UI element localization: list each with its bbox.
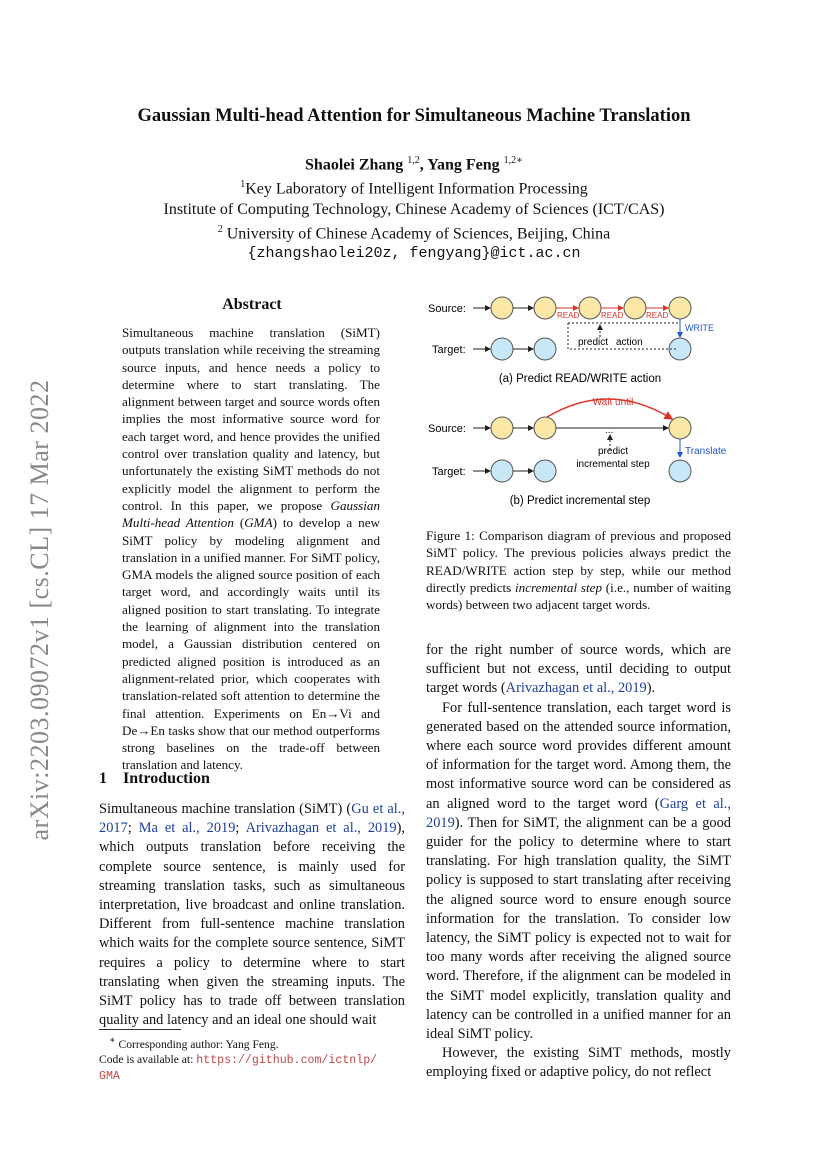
source-node: [534, 297, 556, 319]
read-label: READ: [646, 311, 669, 320]
source-node: [491, 417, 513, 439]
para-text: for the right number of source words, which are sufficient but not excess, until deciding to output target words (: [426, 642, 731, 697]
section-title: Introduction: [123, 770, 210, 787]
footnote-code: [99, 1052, 409, 1084]
affiliation-1: [0, 175, 828, 199]
figure-1-caption: [426, 527, 731, 613]
target-node: [669, 338, 691, 360]
write-label: WRITE: [685, 323, 714, 333]
action-label: action: [616, 337, 643, 348]
source-node: [491, 297, 513, 319]
footnote: [99, 1033, 409, 1084]
author-2-affil: 1,2∗: [503, 155, 523, 166]
arxiv-stamp: [20, 360, 60, 860]
caption-part-1: Figure 1: Comparison diagram of previous and proposed SiMT policy. The previous policies always predict the READ/WRITE action step by step, while our method directly predicts: [426, 528, 731, 595]
predict-label: predict: [578, 337, 609, 348]
abstract-paren: (: [233, 515, 245, 531]
citation-link[interactable]: Gu et al., 2017: [99, 801, 405, 837]
read-label: READ: [557, 311, 580, 320]
ellipsis: ...: [605, 425, 614, 436]
panel-a-source-label: Source:: [428, 303, 466, 315]
panel-b-target-label: Target:: [432, 466, 466, 478]
footnote-note: Corresponding author: Yang Feng.: [115, 1037, 279, 1051]
target-node: [491, 338, 513, 360]
caption-part-2: (i.e., number of waiting words) between two adjacent target words.: [426, 579, 732, 613]
author-1: Shaolei Zhang: [305, 156, 404, 174]
citation-link[interactable]: Garg et al., 2019: [426, 795, 732, 831]
citation-link[interactable]: Ma et al., 2019: [138, 820, 236, 837]
source-node: [669, 297, 691, 319]
abstract-part-2: ) to develop a new SiMT policy by modeling alignment and translation in a unified manner. For SiMT policy, GMA models the aligned source position of each target word, and accordingly waits until its aligned position to start translating. To integrate the learning of alignment into the translation model, a Gaussian distribution centered on predicted aligned position is introduced as an alignment-related prior, which cooperates with translation-related soft attention to determine the final attention. Experiments on En→Vi and De→En tasks show that our method outperforms strong baselines on the trade-off between translation and latency.: [122, 515, 380, 773]
author-emails: {zhangshaolei20z, fengyang}@ict.ac.cn: [247, 244, 581, 262]
source-node: [534, 417, 556, 439]
panel-a-target-label: Target:: [432, 344, 466, 356]
author-block: [0, 151, 828, 264]
author-2: Yang Feng: [427, 156, 500, 174]
affil-1-text: Key Laboratory of Intelligent Information Processing: [245, 180, 588, 198]
arxiv-id: arXiv:2203.09072v1 [cs.CL] 17 Mar 2022: [25, 379, 54, 841]
affil-2-text: University of Chinese Academy of Sciences, Beijing, China: [222, 224, 611, 242]
code-url[interactable]: https://github.com/ictnlp/: [196, 1053, 378, 1067]
figure-1: [420, 285, 740, 515]
para-text: ).: [646, 680, 656, 697]
translate-label: Translate: [685, 446, 727, 457]
panel-a: [428, 297, 714, 385]
wait-until-label: Wait until: [592, 397, 634, 408]
right-column-text: [426, 641, 731, 1083]
target-node: [534, 460, 556, 482]
panel-b-caption: (b) Predict incremental step: [509, 495, 651, 507]
target-node: [491, 460, 513, 482]
author-1-affil: 1,2: [407, 155, 420, 166]
abstract-text: [122, 324, 380, 774]
panel-a-caption: (a) Predict READ/WRITE action: [498, 373, 662, 385]
cite-sep: ;: [235, 820, 246, 837]
read-label: READ: [601, 311, 624, 320]
abstract-heading: Abstract: [222, 296, 282, 313]
section-number: 1: [99, 770, 107, 787]
source-node: [579, 297, 601, 319]
target-node: [534, 338, 556, 360]
cite-sep: ;: [127, 820, 139, 837]
citation-link[interactable]: Arivazhagan et al., 2019: [245, 820, 397, 837]
panel-b-source-label: Source:: [428, 423, 466, 435]
source-node: [624, 297, 646, 319]
author-sep: ,: [419, 156, 428, 174]
para-text: For full-sentence translation, each target word is generated based on the attended source information, where each source word provides different amount of information for the target word. Among them, the most informative source word can be considered as an aligned word to the target word (: [426, 699, 731, 812]
paragraph: [426, 641, 731, 699]
source-node: [669, 417, 691, 439]
citation-link[interactable]: Arivazhagan et al., 2019: [505, 680, 647, 697]
predict-label: predict: [597, 446, 629, 457]
paragraph: [426, 699, 731, 1045]
abstract-part-1: Simultaneous machine translation (SiMT) outputs translation while receiving the streaming source inputs, and hence needs a policy to determine where to start translating. The alignment between target and source words often implies the most informative source word for each target word, and hence provides the unified control over translation quality and latency, but unfortunately the existing SiMT methods do not explicitly model the alignment to perform the control. In this paper, we propose: [122, 325, 380, 513]
intro-part-1: Simultaneous machine translation (SiMT) (: [99, 801, 352, 817]
footnote-rule: [99, 1029, 181, 1030]
footnote-star: ∗: [109, 1035, 116, 1046]
para-text: ). Then for SiMT, the alignment can be a good guider for the policy to determine where to start translating. For high translation quality, the SiMT policy is supposed to start translating after receiving the aligned source word to ensure enough source information for the translation. To consider low latency, the SiMT policy is expected not to wait for too many words after receiving the aligned source word. Therefore, if the alignment can be modeled in the SiMT model explicitly, translation quality and latency can be controlled in a unified manner for an ideal SiMT policy.: [426, 814, 731, 1043]
code-label: Code is available at:: [99, 1052, 197, 1066]
incremental-step-label: incremental step: [576, 459, 650, 470]
target-node: [669, 460, 691, 482]
caption-italic: incremental step: [515, 579, 602, 595]
section-1-heading: [99, 770, 210, 788]
code-url-cont[interactable]: GMA: [99, 1069, 120, 1083]
abstract-gma-full: Gaussian Multi-head Attention: [122, 497, 380, 531]
intro-part-2: ), which outputs translation before receiving the complete source sentence, is mainly used for streaming translation tasks, such as simultaneous interpretation, live broadcast and online translation. Different from full-sentence machine translation which waits for the complete source sentence, SiMT requires a policy to determine where to start translating when given the streaming inputs. The SiMT policy has to trade off between translation quality and latency and an ideal one should wait: [99, 820, 405, 1029]
intro-paragraph: [99, 800, 405, 1030]
paper-title: Gaussian Multi-head Attention for Simultaneous Machine Translation: [137, 106, 691, 126]
author-names: [0, 151, 828, 175]
abstract-gma-short: GMA: [244, 515, 273, 531]
panel-b: [428, 397, 727, 507]
affiliation-1b: Institute of Computing Technology, Chinese Academy of Sciences (ICT/CAS): [163, 200, 665, 218]
affiliation-2: [0, 220, 828, 244]
paragraph: However, the existing SiMT methods, mostly employing fixed or adaptive policy, do not reflect: [426, 1045, 731, 1081]
footnote-corresponding: [99, 1033, 409, 1052]
affil-1-marker: 1: [240, 179, 246, 191]
affil-2-marker: 2: [217, 223, 223, 235]
